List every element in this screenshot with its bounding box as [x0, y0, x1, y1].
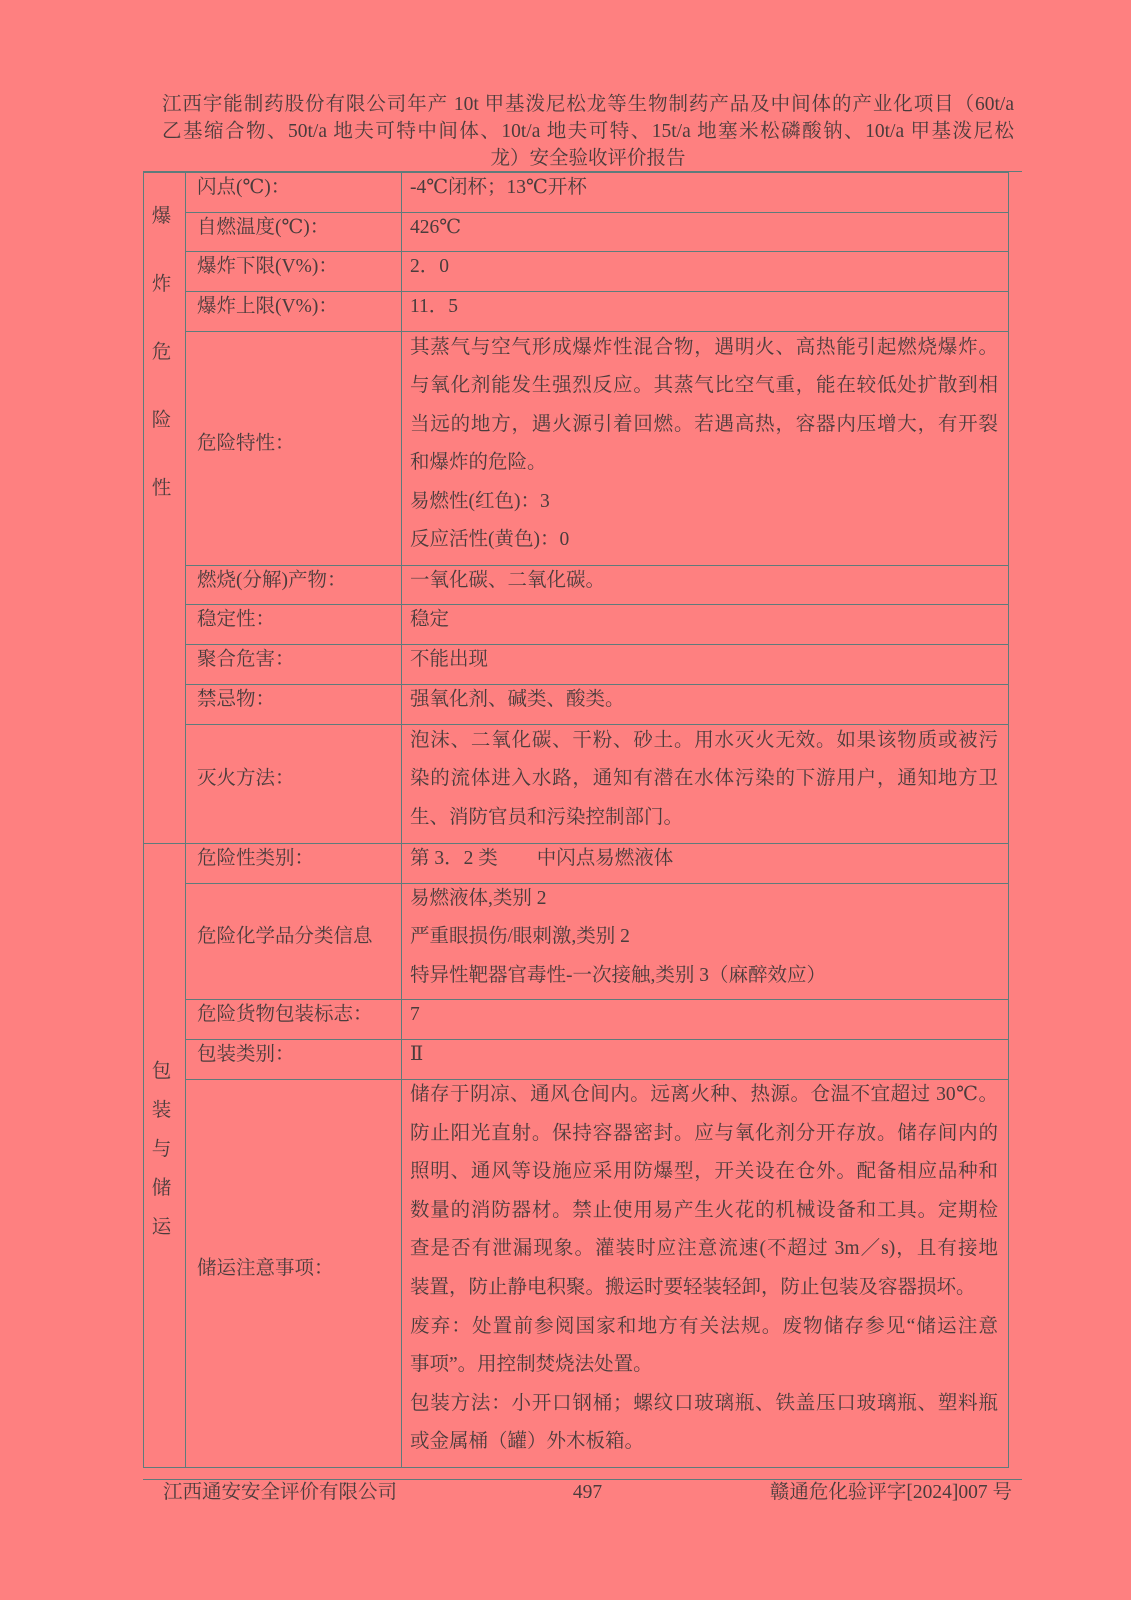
page-number: 497	[572, 1482, 603, 1503]
row-label	[186, 724, 402, 843]
row-value	[402, 644, 1009, 684]
row-label	[186, 843, 402, 883]
header-title-line: 龙）安全验收评价报告	[490, 148, 686, 169]
value-line: 7	[410, 1004, 420, 1026]
row-fire-extinguishing-method	[144, 724, 1009, 843]
label-text: 灭火方法：	[197, 768, 295, 790]
row-combustion-products	[144, 565, 1009, 605]
value-line: 照明、通风等设施应采用防爆型，开关设在仓外。配备相应品种和	[410, 1161, 998, 1183]
row-flash-point	[144, 173, 1009, 213]
row-value	[402, 173, 1009, 213]
value-line: 包装方法：小开口钢桶；螺纹口玻璃瓶、铁盖压口玻璃瓶、塑料瓶	[410, 1392, 998, 1414]
label-text: 包装类别：	[197, 1043, 295, 1065]
value-line: 当远的地方，遇火源引着回燃。若遇高热，容器内压增大，有开裂	[410, 413, 998, 435]
label-text: 燃烧(分解)产物：	[197, 569, 347, 591]
category-packaging-storage	[144, 843, 186, 1467]
row-dangerous-goods-label	[144, 1000, 1009, 1040]
value-text	[410, 329, 998, 561]
header-title-line: 乙基缩合物、50t/a 地夫可特中间体、10t/a 地夫可特、15t/a 地塞米松磷酸钠、10t/a 甲基泼尼松	[162, 121, 1014, 142]
value-line: 稳定	[410, 609, 450, 631]
row-label	[186, 1079, 402, 1467]
value-text	[410, 169, 998, 208]
value-text	[410, 288, 998, 327]
row-label	[186, 644, 402, 684]
row-label	[186, 212, 402, 252]
row-value	[402, 883, 1009, 1000]
value-line: 查是否有泄漏现象。灌装时应注意流速(不超过 3m／s)，且有接地	[410, 1238, 998, 1260]
label-text: 自燃温度(℃)：	[197, 216, 330, 238]
row-value	[402, 1079, 1009, 1467]
label-text: 爆炸上限(V%)：	[197, 296, 338, 318]
value-line: 废弃：处置前参阅国家和地方有关法规。废物储存参见“储运注意	[410, 1315, 998, 1337]
value-line: 防止阳光直射。保持容器密封。应与氧化剂分开存放。储存间内的	[410, 1122, 998, 1144]
value-text	[410, 1076, 998, 1462]
row-value	[402, 1039, 1009, 1079]
row-storage-transport-precautions	[144, 1079, 1009, 1467]
label-text: 危险货物包装标志：	[197, 1004, 373, 1026]
row-value	[402, 1000, 1009, 1040]
row-autoignition-temperature	[144, 212, 1009, 252]
label-text: 禁忌物：	[197, 688, 276, 710]
value-line: 生、消防官员和污染控制部门。	[410, 806, 684, 828]
row-value	[402, 252, 1009, 292]
header-title-line: 江西宇能制药股份有限公司年产 10t 甲基泼尼松龙等生物制药产品及中间体的产业化项目（60t/a	[162, 94, 1014, 115]
value-text	[410, 880, 998, 996]
value-line: 或金属桶（罐）外木板箱。	[410, 1431, 645, 1453]
label-text: 危险特性：	[197, 432, 295, 454]
label-text: 爆炸下限(V%)：	[197, 256, 338, 278]
value-line: 反应活性(黄色)：0	[410, 529, 570, 551]
value-line: -4℃闭杯；13℃开杯	[410, 177, 587, 198]
row-label	[186, 331, 402, 565]
label-text: 闪点(℃)：	[197, 177, 291, 198]
value-text	[410, 681, 998, 720]
value-line: 特异性靶器官毒性-一次接触,类别 3（麻醉效应）	[410, 964, 826, 986]
value-text	[410, 641, 998, 680]
label-text: 稳定性：	[197, 609, 276, 631]
value-text	[410, 1036, 998, 1075]
row-value	[402, 724, 1009, 843]
value-line: 11．5	[410, 296, 459, 318]
row-value	[402, 843, 1009, 883]
value-text	[410, 996, 998, 1035]
chemical-property-table	[143, 172, 1009, 1468]
label-text: 聚合危害：	[197, 649, 295, 671]
value-line: 强氧化剂、碱类、酸类。	[410, 688, 625, 710]
value-line: 2．0	[410, 256, 450, 278]
value-line: 储存于阴凉、通风仓间内。远离火种、热源。仓温不宜超过 30℃。	[410, 1084, 998, 1106]
value-line: 不能出现	[410, 649, 489, 671]
row-label	[186, 1000, 402, 1040]
row-label	[186, 292, 402, 332]
row-value	[402, 605, 1009, 645]
value-text	[410, 209, 998, 248]
value-line: Ⅱ	[410, 1043, 424, 1065]
row-packing-group	[144, 1039, 1009, 1079]
row-value	[402, 331, 1009, 565]
row-label	[186, 684, 402, 724]
row-stability	[144, 605, 1009, 645]
row-value	[402, 565, 1009, 605]
label-text: 危险性类别：	[197, 847, 315, 869]
value-text	[410, 722, 998, 838]
label-text: 储运注意事项：	[197, 1257, 334, 1279]
row-hazard-class	[144, 843, 1009, 883]
value-line: 泡沫、二氧化碳、干粉、砂土。用水灭火无效。如果该物质或被污	[410, 729, 998, 751]
row-incompatible-materials	[144, 684, 1009, 724]
value-line: 与氧化剂能发生强烈反应。其蒸气比空气重，能在较低处扩散到相	[410, 375, 998, 397]
row-upper-explosive-limit	[144, 292, 1009, 332]
value-text	[410, 601, 998, 640]
value-text	[410, 248, 998, 287]
value-line: 和爆炸的危险。	[410, 452, 547, 474]
row-label	[186, 1039, 402, 1079]
report-header	[162, 91, 1014, 172]
value-line: 装置，防止静电积聚。搬运时要轻装轻卸，防止包装及容器损坏。	[410, 1277, 976, 1299]
row-value	[402, 684, 1009, 724]
footer-company: 江西通安安全评价有限公司	[163, 1482, 398, 1503]
value-line: 426℃	[410, 216, 462, 238]
value-line: 第 3．2 类 中闪点易燃液体	[410, 847, 674, 869]
value-line: 其蒸气与空气形成爆炸性混合物，遇明火、高热能引起燃烧爆炸。	[410, 336, 998, 358]
row-ghs-classification	[144, 883, 1009, 1000]
row-label	[186, 173, 402, 213]
category-label: 包装与储运	[151, 1060, 172, 1238]
row-hazard-characteristics	[144, 331, 1009, 565]
value-line: 严重眼损伤/眼刺激,类别 2	[410, 926, 630, 948]
value-line: 易燃性(红色)：3	[410, 490, 550, 512]
row-label	[186, 605, 402, 645]
row-polymerization-hazard	[144, 644, 1009, 684]
row-value	[402, 292, 1009, 332]
value-text	[410, 562, 998, 601]
row-value	[402, 212, 1009, 252]
category-explosion-hazard	[144, 173, 186, 844]
row-label	[186, 565, 402, 605]
value-line: 一氧化碳、二氧化碳。	[410, 569, 606, 591]
row-label	[186, 883, 402, 1000]
label-text: 危险化学品分类信息	[197, 926, 373, 948]
value-line: 事项”。用控制焚烧法处置。	[410, 1354, 653, 1376]
row-label	[186, 252, 402, 292]
value-text	[410, 840, 998, 879]
value-line: 易燃液体,类别 2	[410, 887, 547, 909]
category-label: 爆炸危险性	[151, 206, 172, 499]
value-line: 数量的消防器材。禁止使用易产生火花的机械设备和工具。定期检	[410, 1199, 998, 1221]
document-number: 赣通危化验评字[2024]007 号	[769, 1482, 1012, 1503]
page-footer	[163, 1480, 1012, 1506]
value-line: 染的流体进入水路，通知有潜在水体污染的下游用户，通知地方卫	[410, 768, 998, 790]
row-lower-explosive-limit	[144, 252, 1009, 292]
